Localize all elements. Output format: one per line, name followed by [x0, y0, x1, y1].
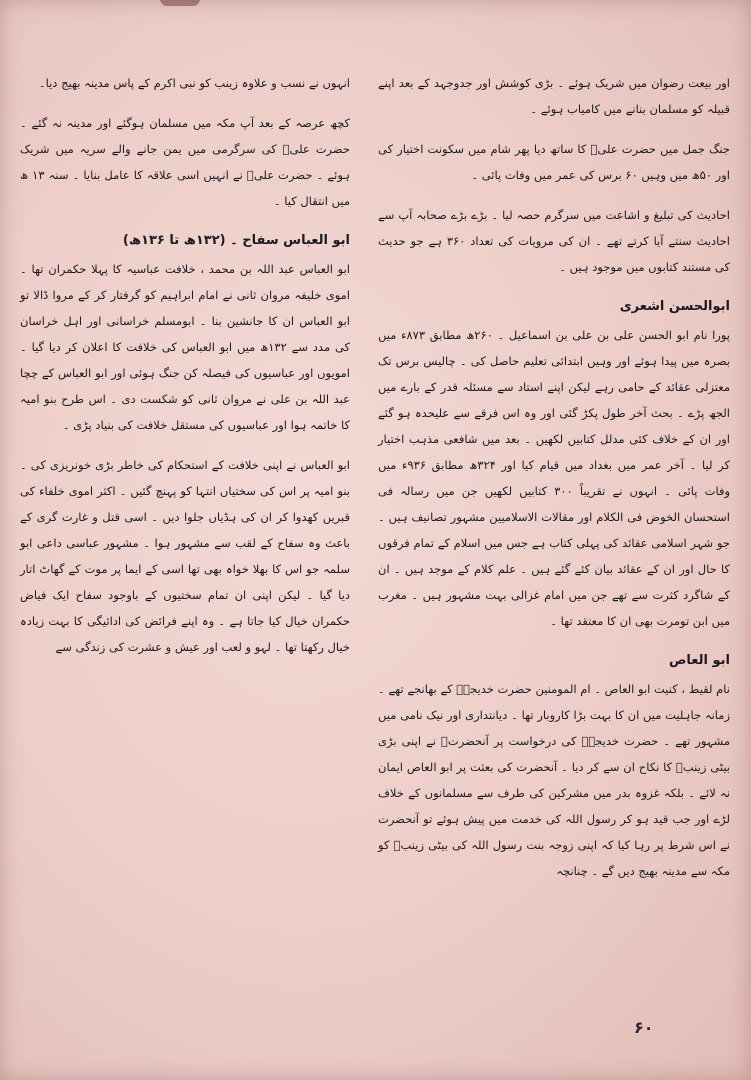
paragraph: احادیث کی تبلیغ و اشاعت میں سرگرم حصہ لیا ۔ بڑے بڑے صحابہ آپ سے احادیث سنتے آیا کرتے تھے ۔ ان کی مرویات کی تعداد ۳۶۰ ہے جو حدیث کی مستند کتابوں میں موجود ہیں ۔ — [378, 208, 730, 274]
paragraph: ابو العباس عبد اللہ بن محمد ، خلافت عباسیہ کا پہلا حکمران تھا ۔ اموی خلیفہ مروان ثانی نے امام ابراہیم کو گرفتار کر کے مروا ڈالا تو ابو العباس ان کا جانشین بنا ۔ ابومسلم خراسانی اور اہل خراسان کی مدد سے ۱۳۲ھ میں ابو العباس کی خلافت کا اعلان کر دیا گیا ۔ امویوں اور عباسیوں کی فیصلہ کن جنگ ہوئی اور ابو العباس کے چچا عبد اللہ بن علی نے مروان ثانی کو شکست دی ۔ اس طرح بنو امیہ کا خاتمہ ہوا اور عباسیوں کی مستقل خلافت کی بنیاد پڑی ۔ — [20, 262, 351, 432]
left-column — [20, 70, 350, 674]
paragraph: جنگ جمل میں حضرت علیؓ کا ساتھ دیا پھر شام میں سکونت اختیار کی اور ۵۰ھ میں وہیں ۶۰ برس کی عمر میں وفات پائی ۔ — [378, 142, 730, 182]
paragraph: نام لقیط ، کنیت ابو العاص ۔ ام المومنین حضرت خدیجہؓ کے بھانجے تھے ۔ زمانہ جاہلیت میں ان کا بہت بڑا کاروبار تھا ۔ دیانتداری اور نیک نامی میں مشہور تھے ۔ حضرت خدیجہؓ کی درخواست پر آنحضرتؐ نے اپنی بڑی بیٹی زینبؓ کا نکاح ان سے کر دیا ۔ آنحضرت کی بعثت پر ابو العاص ایمان نہ لائے ۔ بلکہ غزوہ بدر میں مشرکین کی طرف سے مسلمانوں کے خلاف لڑے اور جب قید ہو کر رسول اللہ کی خدمت میں پیش ہوئے تو آنحضرت نے اس شرط پر رہا کیا کہ اپنی زوجہ بنت رسول اللہ کی بیٹی زینبؓ کو مکہ سے مدینہ بھیج دیں گے ۔ چنانچہ — [378, 682, 730, 878]
paragraph: انہوں نے نسب و علاوہ زینب کو نبی اکرم کے پاس مدینہ بھیج دیا۔ — [38, 76, 350, 90]
entry-heading: ابو العاص — [668, 653, 730, 668]
top-ink-stain — [160, 0, 200, 6]
page-number: ۶۰ — [634, 1018, 654, 1037]
entry-heading: ابوالحسن اشعری — [619, 299, 730, 314]
paragraph: پورا نام ابو الحسن علی بن علی بن اسماعیل ۔ ۲۶۰ھ مطابق ۸۷۳ء میں بصرہ میں پیدا ہوئے اور وہیں ابتدائی تعلیم حاصل کی ۔ چالیس برس تک معتزلی عقائد کے حامی رہے لیکن اپنے استاد سے مسئلہ قدر کے بارے میں الجھ پڑے ۔ بحث آخر طول پکڑ گئی اور وہ اس فرقے سے علیحدہ ہو گئے اور ان کے خلاف کئی مدلل کتابیں لکھیں ۔ بعد میں شافعی مذہب اختیار کر لیا ۔ آخر عمر میں بغداد میں قیام کیا اور ۳۲۴ھ مطابق ۹۳۶ء میں وفات پائی ۔ انہوں نے تقریباً ۳۰۰ کتابیں لکھیں جن میں رسالہ فی استحسان الخوض فی الکلام اور مقالات الاسلامیین مشہور تصانیف ہیں ۔ جو شہر اسلامی عقائد کی پہلی کتاب ہے جس میں اسلام کے تمام فرقوں کا حال اور ان کے عقائد بیان کئے گئے ہیں ۔ علم کلام کے موجد ہیں ۔ ان کے شاگرد کثرت سے تھے جن میں امام غزالی بہت مشہور ہیں ۔ مغرب میں ابن تومرت بھی ان کا معتقد تھا ۔ — [378, 328, 730, 628]
right-column — [378, 70, 730, 898]
paragraph: ابو العباس نے اپنی خلافت کے استحکام کی خاطر بڑی خونریزی کی ۔ بنو امیہ پر اس کی سختیاں انتہا کو پہنچ گئیں ۔ اکثر اموی خلفاء کی قبریں کھدوا کر ان کی ہڈیاں جلوا دیں ۔ اسی قتل و غارت گری کے باعث وہ سفاح کے لقب سے مشہور ہوا ۔ مشہور عباسی داعی ابو سلمہ جو اس کا بھلا خواہ بھی تھا اسی کے ایما پر موت کے گھاٹ اتار دیا گیا ۔ لیکن اپنی ان تمام سختیوں کے باوجود سفاح ایک فیاض حکمران خیال کیا جاتا ہے ۔ وہ اپنے فرائض کی ادائیگی کا بہت زیادہ خیال رکھتا تھا ۔ لہو و لعب اور عیش و عشرت کی زندگی سے — [20, 458, 350, 654]
entry-heading: ابو العباس سفاح ۔ (۱۳۲ھ تا ۱۳۶ھ) — [122, 233, 350, 248]
paragraph: کچھ عرصہ کے بعد آپ مکہ میں مسلمان ہوگئے اور مدینہ نہ گئے ۔ حضرت علیؓ کی سرگرمی میں یمن جانے والے سریہ میں شریک ہوئے ۔ حضرت علیؓ نے انہیں اسی علاقہ کا عامل بنایا ۔ سنہ ۱۳ ھ میں انتقال کیا ۔ — [20, 116, 350, 208]
paragraph: اور بیعت رضوان میں شریک ہوئے ۔ بڑی کوشش اور جدوجہد کے بعد اپنے قبیلہ کو مسلمان بنانے میں کامیاب ہوئے ۔ — [378, 76, 730, 116]
